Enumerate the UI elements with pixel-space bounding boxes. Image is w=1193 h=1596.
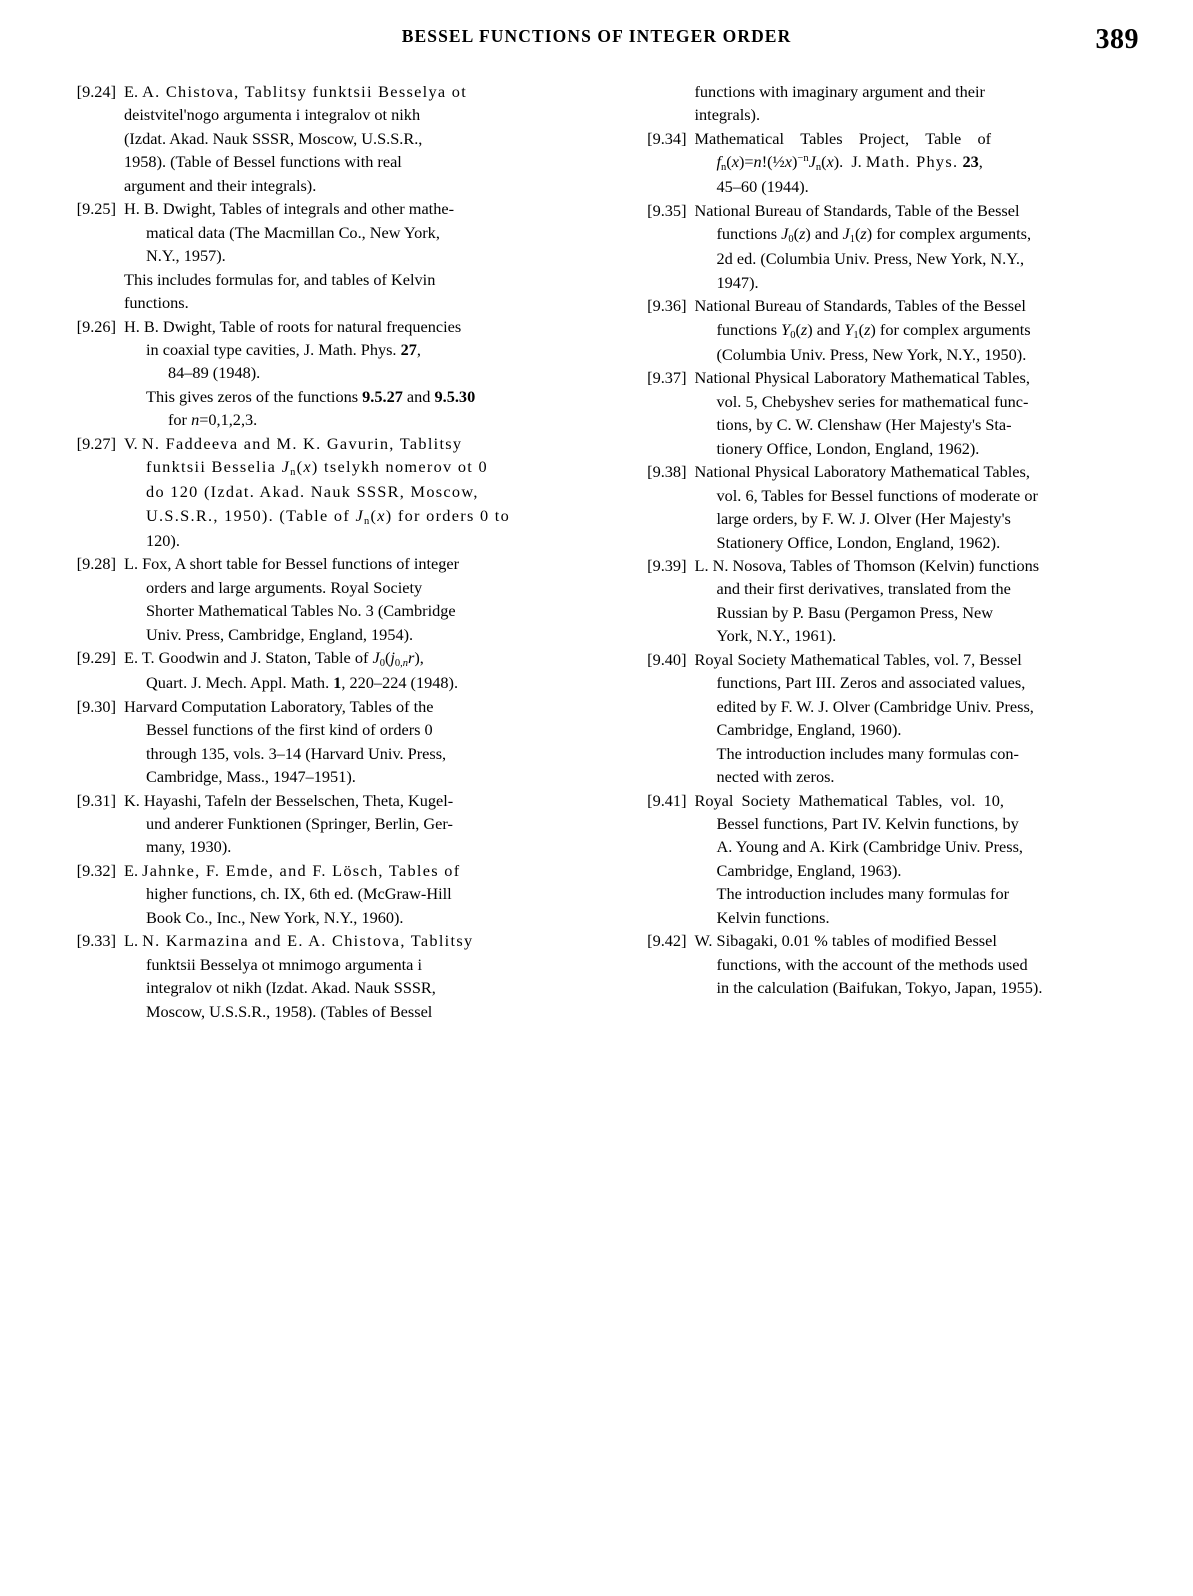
left-column xyxy=(54,80,583,1023)
reference-entry xyxy=(54,432,569,553)
reference-entry xyxy=(54,80,569,197)
reference-text: E. Jahnke, F. Emde, and F. Lösch, Tables of higher functions, ch. IX, 6th ed. (McGraw-Hill Book Co., Inc., New York, N.Y., 1960). xyxy=(124,860,461,927)
reference-entry xyxy=(625,554,1140,648)
reference-entry xyxy=(625,648,1140,789)
reference-entry xyxy=(625,199,1140,294)
reference-text: W. Sibagaki, 0.01 % tables of modified Bessel functions, with the account of the methods used in the calculation (Baifukan, Tokyo, Japan, 1955). xyxy=(694,931,1043,998)
reference-tag: [9.32] xyxy=(76,860,116,880)
reference-text: L. Fox, A short table for Bessel functions of integer orders and large arguments. Royal Society Shorter Mathematical Tables No. 3 (Cambridge Univ. Press, Cambridge, England, 1954). xyxy=(124,554,460,644)
reference-tag: [9.40] xyxy=(647,649,687,669)
reference-text: Royal Society Mathematical Tables, vol. 7, Bessel functions, Part III. Zeros and associated values, edited by F. W. J. Olver (Cambridge Univ. Press, Cambridge, England, 1960). The introduction includes many formulas con- nected with zeros. xyxy=(694,649,1034,787)
reference-tag: [9.36] xyxy=(647,296,687,316)
reference-entry xyxy=(54,552,569,646)
reference-text: National Bureau of Standards, Table of the Bessel functions $J_0(z)$ and $J_1(z)$ for complex arguments, 2d ed. (Columbia Univ. Press, New York, N.Y., 1947). xyxy=(694,200,1032,292)
reference-text: Mathematical Tables Project, Table of $f_n(x)=n!(\frac{1}{2}x)^{-n}J_n(x)$. J. Math. Phys. 23, 45–60 (1944). xyxy=(694,128,992,197)
reference-tag: [9.31] xyxy=(76,790,116,810)
reference-entry xyxy=(54,197,569,314)
reference-text: E. T. Goodwin and J. Staton, Table of $J_0(j_{0,n}r)$, Quart. J. Mech. Appl. Math. 1, 220–224 (1948). xyxy=(124,648,459,693)
reference-tag: [9.42] xyxy=(647,931,687,951)
page-number: 389 xyxy=(1095,24,1139,55)
reference-entry xyxy=(54,695,569,789)
running-head: BESSEL FUNCTIONS OF INTEGER ORDER xyxy=(401,26,792,46)
reference-text: National Physical Laboratory Mathematical Tables, vol. 5, Chebyshev series for mathematical func- tions, by C. W. Clenshaw (Her Majesty's Sta- tionery Office, London, England, 1962). xyxy=(694,368,1030,458)
reference-tag: [9.25] xyxy=(76,199,116,219)
reference-text: K. Hayashi, Tafeln der Besselschen, Theta, Kugel- und anderer Funktionen (Springer, Berlin, Ger- many, 1930). xyxy=(124,790,454,857)
reference-text: L. N. Karmazina and E. A. Chistova, Tablitsy funktsii Besselya ot mnimogo argumenta i integralov ot nikh (Izdat. Akad. Nauk SSSR, Moscow, U.S.S.R., 1958). (Tables of Bessel xyxy=(124,931,474,1021)
reference-text: V. N. Faddeeva and M. K. Gavurin, Tablitsy funktsii Besselia $J_n(x)$ tselykh nomerov ot 0 do 120 (Izdat. Akad. Nauk SSSR, Moscow, U.S.S.R., 1950). (Table of $J_n(x)$ for orders 0 to 120). xyxy=(124,433,511,550)
reference-entry xyxy=(54,859,569,929)
reference-tag xyxy=(625,80,695,127)
reference-tag: [9.26] xyxy=(76,316,116,336)
reference-text: functions with imaginary argument and their integrals). xyxy=(694,82,985,125)
reference-tag: [9.38] xyxy=(647,462,687,482)
reference-tag: [9.24] xyxy=(76,82,116,101)
reference-entry xyxy=(625,460,1140,554)
reference-entry xyxy=(625,127,1140,199)
reference-text: National Bureau of Standards, Tables of the Bessel functions $Y_0(z)$ and $Y_1(z)$ for complex arguments (Columbia Univ. Press, New York, N.Y., 1950). xyxy=(694,296,1031,364)
reference-text: E. A. Chistova, Tablitsy funktsii Besselya ot deistvitel'nogo argumenta i integralov ot nikh (Izdat. Akad. Nauk SSSR, Moscow, U.S.S.R., 1958). (Table of Bessel functions with real argument and their integrals). xyxy=(124,82,468,195)
reference-text: H. B. Dwight, Tables of integrals and other mathe- matical data (The Macmillan Co., New York, N.Y., 1957). This includes formulas for, and tables of Kelvin functions. xyxy=(124,199,454,313)
reference-entry xyxy=(54,315,569,432)
page-header xyxy=(54,26,1139,66)
reference-text: Harvard Computation Laboratory, Tables of the Bessel functions of the first kind of orders 0 through 135, vols. 3–14 (Harvard Univ. Press, Cambridge, Mass., 1947–1951). xyxy=(124,696,447,787)
reference-tag: [9.30] xyxy=(76,696,116,716)
reference-entry xyxy=(54,646,569,695)
reference-entry xyxy=(54,929,569,1023)
right-column xyxy=(611,80,1140,1000)
reference-entry xyxy=(625,294,1140,366)
reference-entry-continued xyxy=(625,80,1140,127)
two-column-body xyxy=(54,80,1139,1023)
reference-tag: [9.37] xyxy=(647,368,687,388)
reference-tag: [9.39] xyxy=(647,556,687,576)
reference-text: L. N. Nosova, Tables of Thomson (Kelvin) functions and their first derivatives, translated from the Russian by P. Basu (Pergamon Press, New York, N.Y., 1961). xyxy=(694,556,1040,646)
reference-entry xyxy=(625,366,1140,460)
reference-entry xyxy=(625,789,1140,930)
reference-tag: [9.41] xyxy=(647,790,687,810)
reference-entry xyxy=(54,789,569,859)
reference-text: Royal Society Mathematical Tables, vol. 10, Bessel functions, Part IV. Kelvin functions, by A. Young and A. Kirk (Cambridge Univ. Press, Cambridge, England, 1963). The introduction includes many formulas for Kelvin functions. xyxy=(694,790,1023,927)
reference-tag: [9.28] xyxy=(76,554,116,574)
reference-tag: [9.33] xyxy=(76,931,116,951)
reference-text: H. B. Dwight, Table of roots for natural frequencies in coaxial type cavities, J. Math. Phys. 27, 84–89 (1948). This gives zeros of the functions 9.5.27 and 9.5.30 for n=0,1,2,3. xyxy=(124,316,476,430)
reference-text: National Physical Laboratory Mathematical Tables, vol. 6, Tables for Bessel functions of moderate or large orders, by F. W. J. Olver (Her Majesty's Stationery Office, London, England, 1962). xyxy=(694,462,1038,552)
reference-tag: [9.27] xyxy=(76,433,116,453)
reference-tag: [9.35] xyxy=(647,200,687,220)
reference-entry xyxy=(625,929,1140,999)
reference-tag: [9.34] xyxy=(647,128,687,148)
reference-tag: [9.29] xyxy=(76,648,116,668)
